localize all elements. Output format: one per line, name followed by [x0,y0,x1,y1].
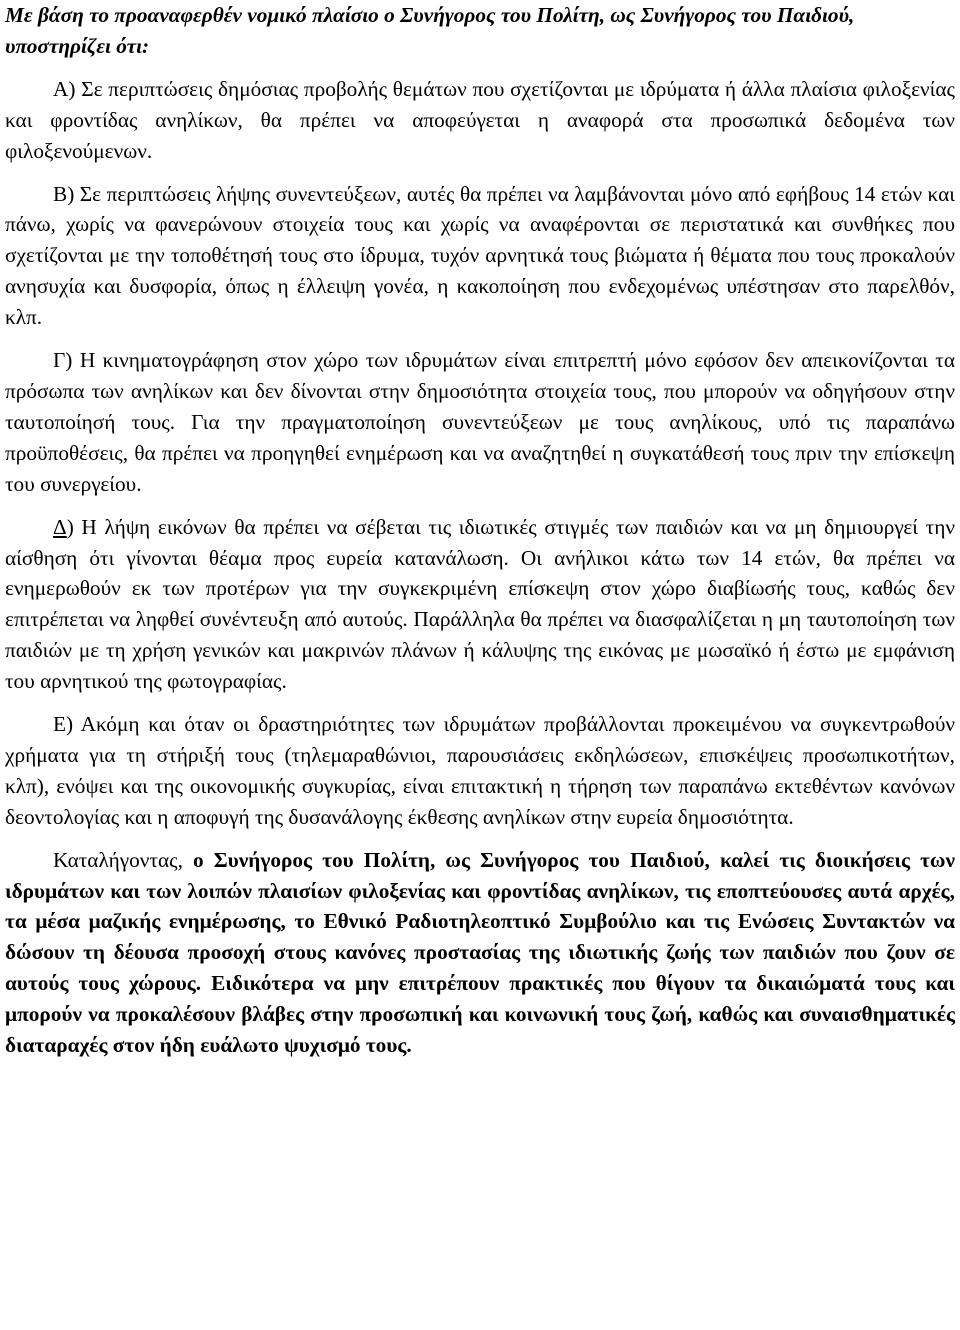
paragraph-e [5,709,955,833]
paragraph-e-text: Ε) Ακόμη και όταν οι δραστηριότητες των ιδρυμάτων προβάλλονται προκειμένου να συγκεντρωθούν χρήματα για τη στήριξή τους (τηλεμαραθώνιοι, παρουσιάσεις εκδηλώσεων, επισκέψεις προσωπικοτήτων, κλπ), ενόψει και της οικονομικής συγκυρίας, είναι επιτακτική η τήρηση των παραπάνω εκτεθέντων κανόνων δεοντολογίας και η αποφυγή της δυσανάλογης έκθεσης ανηλίκων στην ευρεία δημοσιότητα. [5,712,955,829]
intro-heading: Με βάση το προαναφερθέν νομικό πλαίσιο ο Συνήγορος του Πολίτη, ως Συνήγορος του Παιδιού, υποστηρίζει ότι: [5,3,855,58]
paragraph-d [5,512,955,697]
paragraph-c [5,345,955,500]
paragraph-c-text: Γ) Η κινηματογράφηση στον χώρο των ιδρυμάτων είναι επιτρεπτή μόνο εφόσον δεν απεικονίζονται τα πρόσωπα των ανηλίκων και δεν δίνονται στην δημοσιότητα στοιχεία τους, που μπορούν να οδηγήσουν στην ταυτοποίησή τους. Για την πραγματοποίηση συνεντεύξεων με τους ανηλίκους, υπό τις παραπάνω προϋποθέσεις, θα πρέπει να προηγηθεί ενημέρωση και να αναζητηθεί η συγκατάθεσή τους πριν την επίσκεψη του συνεργείου. [5,348,955,496]
paragraph-a [5,74,955,167]
conclusion-bold-text: ο Συνήγορος του Πολίτη, ως Συνήγορος του Παιδιού, καλεί τις διοικήσεις των ιδρυμάτων και των λοιπών πλαισίων φιλοξενίας και φροντίδας ανηλίκων, τις εποπτεύουσες αυτά αρχές, τα μέσα μαζικής ενημέρωσης, το Εθνικό Ραδιοτηλεοπτικό Συμβούλιο και τις Ενώσεις Συντακτών να δώσουν τη δέουσα προσοχή στους κανόνες προστασίας της ιδιωτικής ζωής των παιδιών που ζουν σε αυτούς τους χώρους. Ειδικότερα να μην επιτρέπουν πρακτικές που θίγουν τα δικαιώματά τους και μπορούν να προκαλέσουν βλάβες στην προσωπική και κοινωνική τους ζωή, καθώς και συναισθηματικές διαταραχές στον ήδη ευάλωτο ψυχισμό τους. [5,847,955,1058]
paragraph-a-text: Α) Σε περιπτώσεις δημόσιας προβολής θεμάτων που σχετίζονται με ιδρύματα ή άλλα πλαίσια φιλοξενίας και φροντίδας ανηλίκων, θα πρέπει να αποφεύγεται η αναφορά στα προσωπικά δεδομένα των φιλοξενούμενων. [5,76,955,163]
document-page [5,0,955,1061]
conclusion-paragraph [5,845,955,1061]
conclusion-lead: Καταλήγοντας, [53,847,194,872]
paragraph-d-text: ) Η λήψη εικόνων θα πρέπει να σέβεται τις ιδιωτικές στιγμές των παιδιών και να μη δημιουργεί την αίσθηση ότι γίνονται θέαμα προς ευρεία κατανάλωση. Οι ανήλικοι κάτω των 14 ετών, θα πρέπει να ενημερωθούν εκ των προτέρων για την συγκεκριμένη επίσκεψη στον χώρο διαβίωσής τους, καθώς δεν επιτρέπεται να ληφθεί συνέντευξη από αυτούς. Παράλληλα θα πρέπει να διασφαλίζεται η μη ταυτοποίηση των παιδιών με τη χρήση γενικών και μακρινών πλάνων ή κάλυψης της εικόνας με μωσαϊκό ή έστω με εμφάνιση του αρνητικού της φωτογραφίας. [5,514,955,694]
paragraph-d-letter: Δ [53,514,67,539]
paragraph-b-text: Β) Σε περιπτώσεις λήψης συνεντεύξεων, αυτές θα πρέπει να λαμβάνονται μόνο από εφήβους 14 ετών και πάνω, χωρίς να φανερώνουν στοιχεία τους και χωρίς να αναφέρονται σε περιστατικά και συνθήκες που σχετίζονται με την τοποθέτησή τους στο ίδρυμα, τυχόν αρνητικά τους βιώματα ή θέματα που τους προκαλούν ανησυχία και δυσφορία, όπως η έλλειψη γονέα, η κακοποίηση που ενδεχομένως υπέστησαν στο παρελθόν, κλπ. [5,181,955,330]
paragraph-b [5,179,955,334]
